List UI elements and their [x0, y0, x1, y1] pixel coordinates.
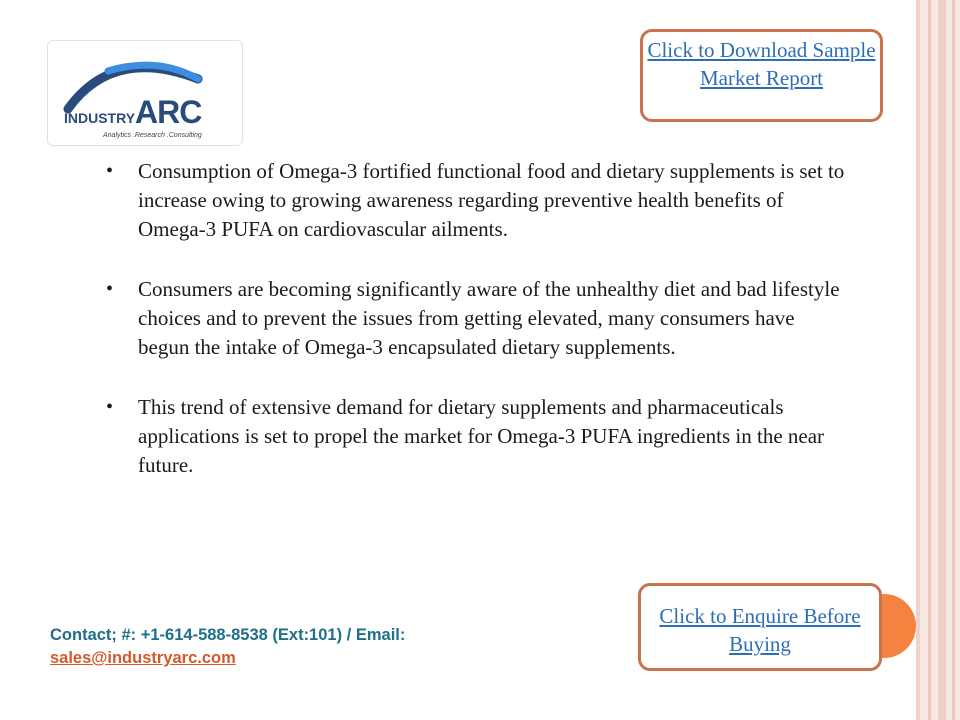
contact-info: Contact; #: +1-614-588-8538 (Ext:101) / Email: [50, 626, 406, 644]
logo-name-part1: INDUSTRY [64, 110, 136, 126]
bullet-icon: • [106, 278, 114, 300]
bullet-text: Consumption of Omega-3 fortified functional food and dietary supplements is set to increase owing to growing awareness regarding preventive health benefits of Omega-3 PUFA on cardiovascular ailments. [138, 159, 845, 241]
decorative-stripes [916, 0, 960, 720]
bullet-list [106, 157, 846, 511]
industryarc-logo [47, 40, 243, 146]
bullet-item [106, 275, 846, 362]
enquire-before-buying-button[interactable]: Click to Enquire Before Buying [638, 583, 882, 671]
bullet-item [106, 157, 846, 244]
logo-name-part2: ARC [135, 94, 202, 130]
logo-wordmark [64, 94, 201, 131]
bullet-text: Consumers are becoming significantly aware of the unhealthy diet and bad lifestyle choices and to prevent the issues from getting elevated, many consumers have begun the intake of Omega-3 encapsulated dietary supplements. [138, 277, 840, 359]
bullet-text: This trend of extensive demand for dietary supplements and pharmaceuticals applications is set to propel the market for Omega-3 PUFA ingredients in the near future. [138, 395, 825, 477]
contact-email-link[interactable]: sales@industryarc.com [50, 649, 236, 667]
download-sample-report-button[interactable]: Click to Download Sample Market Report [640, 29, 883, 122]
bullet-icon: • [106, 396, 114, 418]
bullet-item [106, 393, 846, 480]
bullet-icon: • [106, 160, 114, 182]
logo-tagline: Analytics .Research .Consulting [103, 132, 202, 139]
